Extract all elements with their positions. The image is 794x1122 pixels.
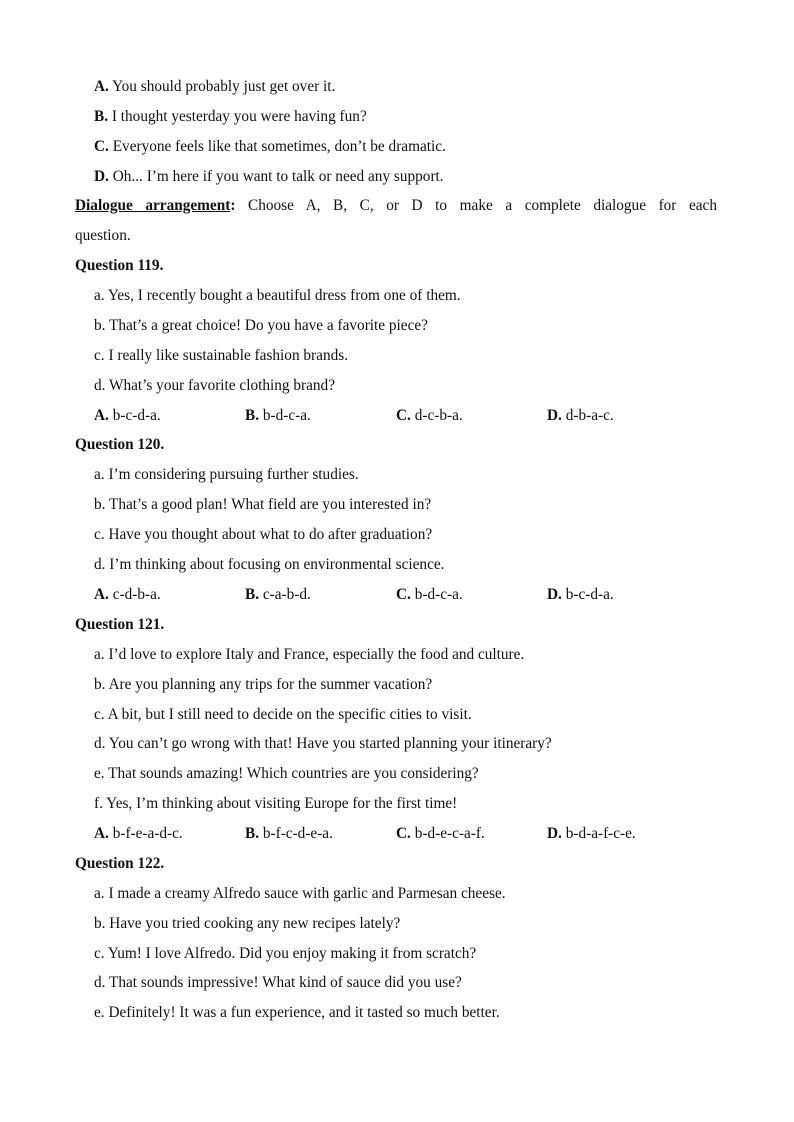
q121-line-f: f. Yes, I’m thinking about visiting Europe for the first time! — [94, 795, 458, 812]
q120-line-a: a. I’m considering pursuing further studies. — [94, 466, 359, 483]
q120-line-d: d. I’m thinking about focusing on environmental science. — [94, 556, 445, 573]
prev-option-b: B. I thought yesterday you were having fun? — [94, 108, 367, 125]
q119-answer-b[interactable]: B. b-d-c-a. — [245, 407, 311, 424]
q120-answer-b[interactable]: B. c-a-b-d. — [245, 586, 311, 603]
q121-answer-b[interactable]: B. b-f-c-d-e-a. — [245, 825, 333, 842]
q121-line-d: d. You can’t go wrong with that! Have you started planning your itinerary? — [94, 735, 552, 752]
q121-line-e: e. That sounds amazing! Which countries are you considering? — [94, 765, 479, 782]
prev-option-c: C. Everyone feels like that sometimes, don’t be dramatic. — [94, 138, 446, 155]
q120-answer-d[interactable]: D. b-c-d-a. — [547, 586, 614, 603]
question-120-title: Question 120. — [75, 436, 165, 453]
question-119-title: Question 119. — [75, 257, 164, 274]
q120-line-c: c. Have you thought about what to do after graduation? — [94, 526, 433, 543]
q121-answer-a[interactable]: A. b-f-e-a-d-c. — [94, 825, 183, 842]
instruction-heading: Dialogue arrangement — [75, 197, 231, 214]
q119-line-d: d. What’s your favorite clothing brand? — [94, 377, 336, 394]
prev-option-d: D. Oh... I’m here if you want to talk or need any support. — [94, 168, 444, 185]
q119-answer-c[interactable]: C. d-c-b-a. — [396, 407, 463, 424]
question-121-title: Question 121. — [75, 616, 165, 633]
instruction-line-1: Dialogue arrangement: Choose A, B, C, or D to make a complete dialogue for each — [75, 197, 717, 214]
q121-line-a: a. I’d love to explore Italy and France, especially the food and culture. — [94, 646, 525, 663]
q122-line-d: d. That sounds impressive! What kind of sauce did you use? — [94, 974, 462, 991]
q121-line-b: b. Are you planning any trips for the summer vacation? — [94, 676, 433, 693]
q120-answer-c[interactable]: C. b-d-c-a. — [396, 586, 463, 603]
q119-answer-a[interactable]: A. b-c-d-a. — [94, 407, 161, 424]
q122-line-a: a. I made a creamy Alfredo sauce with garlic and Parmesan cheese. — [94, 885, 506, 902]
q119-line-c: c. I really like sustainable fashion brands. — [94, 347, 349, 364]
prev-option-a: A. You should probably just get over it. — [94, 78, 336, 95]
q122-line-c: c. Yum! I love Alfredo. Did you enjoy making it from scratch? — [94, 945, 477, 962]
q121-answer-d[interactable]: D. b-d-a-f-c-e. — [547, 825, 636, 842]
q121-answer-c[interactable]: C. b-d-e-c-a-f. — [396, 825, 485, 842]
instruction-line-2: question. — [75, 227, 131, 244]
q119-answer-d[interactable]: D. d-b-a-c. — [547, 407, 614, 424]
q122-line-e: e. Definitely! It was a fun experience, and it tasted so much better. — [94, 1004, 500, 1021]
q122-line-b: b. Have you tried cooking any new recipes lately? — [94, 915, 401, 932]
q119-line-a: a. Yes, I recently bought a beautiful dress from one of them. — [94, 287, 461, 304]
question-122-title: Question 122. — [75, 855, 165, 872]
q120-line-b: b. That’s a good plan! What field are you interested in? — [94, 496, 432, 513]
q120-answer-a[interactable]: A. c-d-b-a. — [94, 586, 161, 603]
q119-line-b: b. That’s a great choice! Do you have a favorite piece? — [94, 317, 428, 334]
q121-line-c: c. A bit, but I still need to decide on the specific cities to visit. — [94, 706, 472, 723]
